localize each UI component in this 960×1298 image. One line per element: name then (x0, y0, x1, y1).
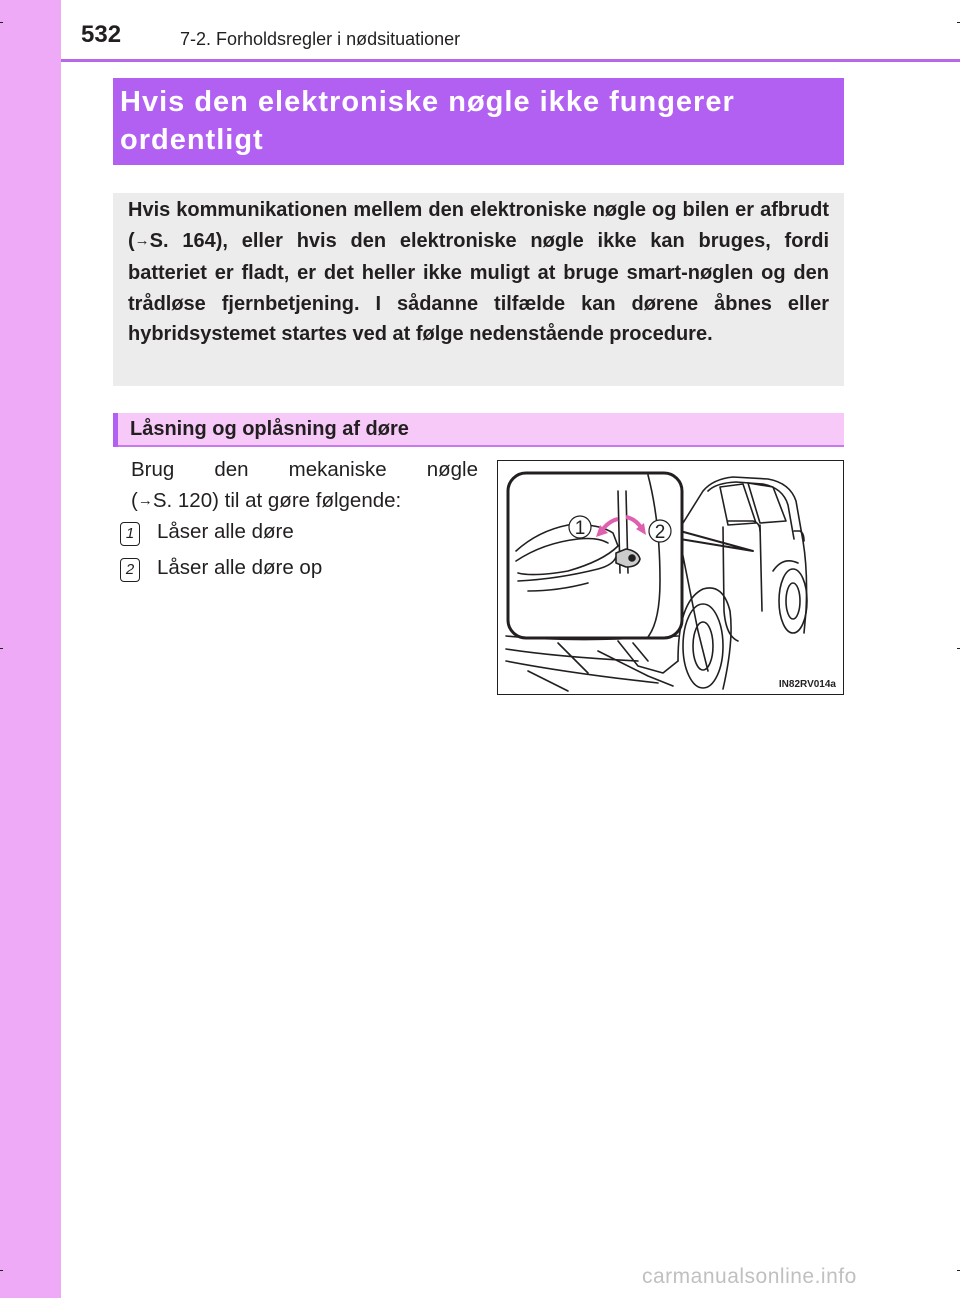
header-rule (61, 59, 960, 62)
subheading-accent-bar (113, 413, 118, 447)
figure-code: IN82RV014a (778, 679, 836, 690)
body-line-1 (131, 454, 478, 485)
intro-text-part1: Hvis kommunikationen mellem den elektroniske nøgle og bilen er afbrudt ( (128, 199, 829, 252)
step-text: Låser alle døre op (157, 556, 323, 579)
step-number-badge: 1 (120, 522, 140, 546)
body-word: Brug (131, 458, 175, 481)
body-word: nøgle (426, 458, 478, 481)
subheading: Låsning og oplåsning af døre (130, 418, 409, 440)
arrow-icon: → (134, 231, 150, 249)
body-line-2 (131, 485, 478, 518)
intro-page-ref[interactable]: S. 164), eller hvis den elektroniske nøgle ikke kan bruges, fordi batteriet er fladt, er det heller ikke muligt at bruge smart-nøglen og den trådløse fjernbetjening. I sådanne tilfælde kan dørene åbnes eller hybridsystemet startes ved at følge nedenstående procedure. (128, 229, 829, 346)
figure-illustration (497, 460, 844, 695)
crop-mark (0, 648, 3, 649)
body-word: den (214, 458, 249, 481)
body-word: mekaniske (288, 458, 387, 481)
page-header (61, 0, 960, 62)
crop-mark (0, 1270, 3, 1271)
car-door-illustration (498, 461, 843, 694)
crop-mark (0, 22, 3, 23)
open-paren: ( (131, 489, 138, 512)
intro-text (128, 195, 829, 350)
title-banner (113, 78, 844, 165)
section-reference: 7-2. Forholdsregler i nødsituationer (180, 29, 461, 49)
body-paragraph (131, 454, 478, 518)
step-text: Låser alle døre (157, 520, 294, 543)
intro-box (113, 193, 844, 386)
arrow-icon: → (137, 492, 153, 509)
page-number: 532 (81, 21, 122, 48)
callout-1: 1 (574, 518, 586, 539)
step-number-badge: 2 (120, 558, 140, 582)
side-stripe (0, 0, 61, 1298)
subheading-banner (113, 413, 844, 447)
page-title: Hvis den elektroniske nøgle ikke fungerer ordentligt (120, 86, 735, 156)
callout-2: 2 (654, 522, 666, 543)
body-page-ref[interactable]: S. 120) til at gøre følgende: (152, 489, 402, 512)
footer-watermark: carmanualsonline.info (642, 1265, 857, 1288)
